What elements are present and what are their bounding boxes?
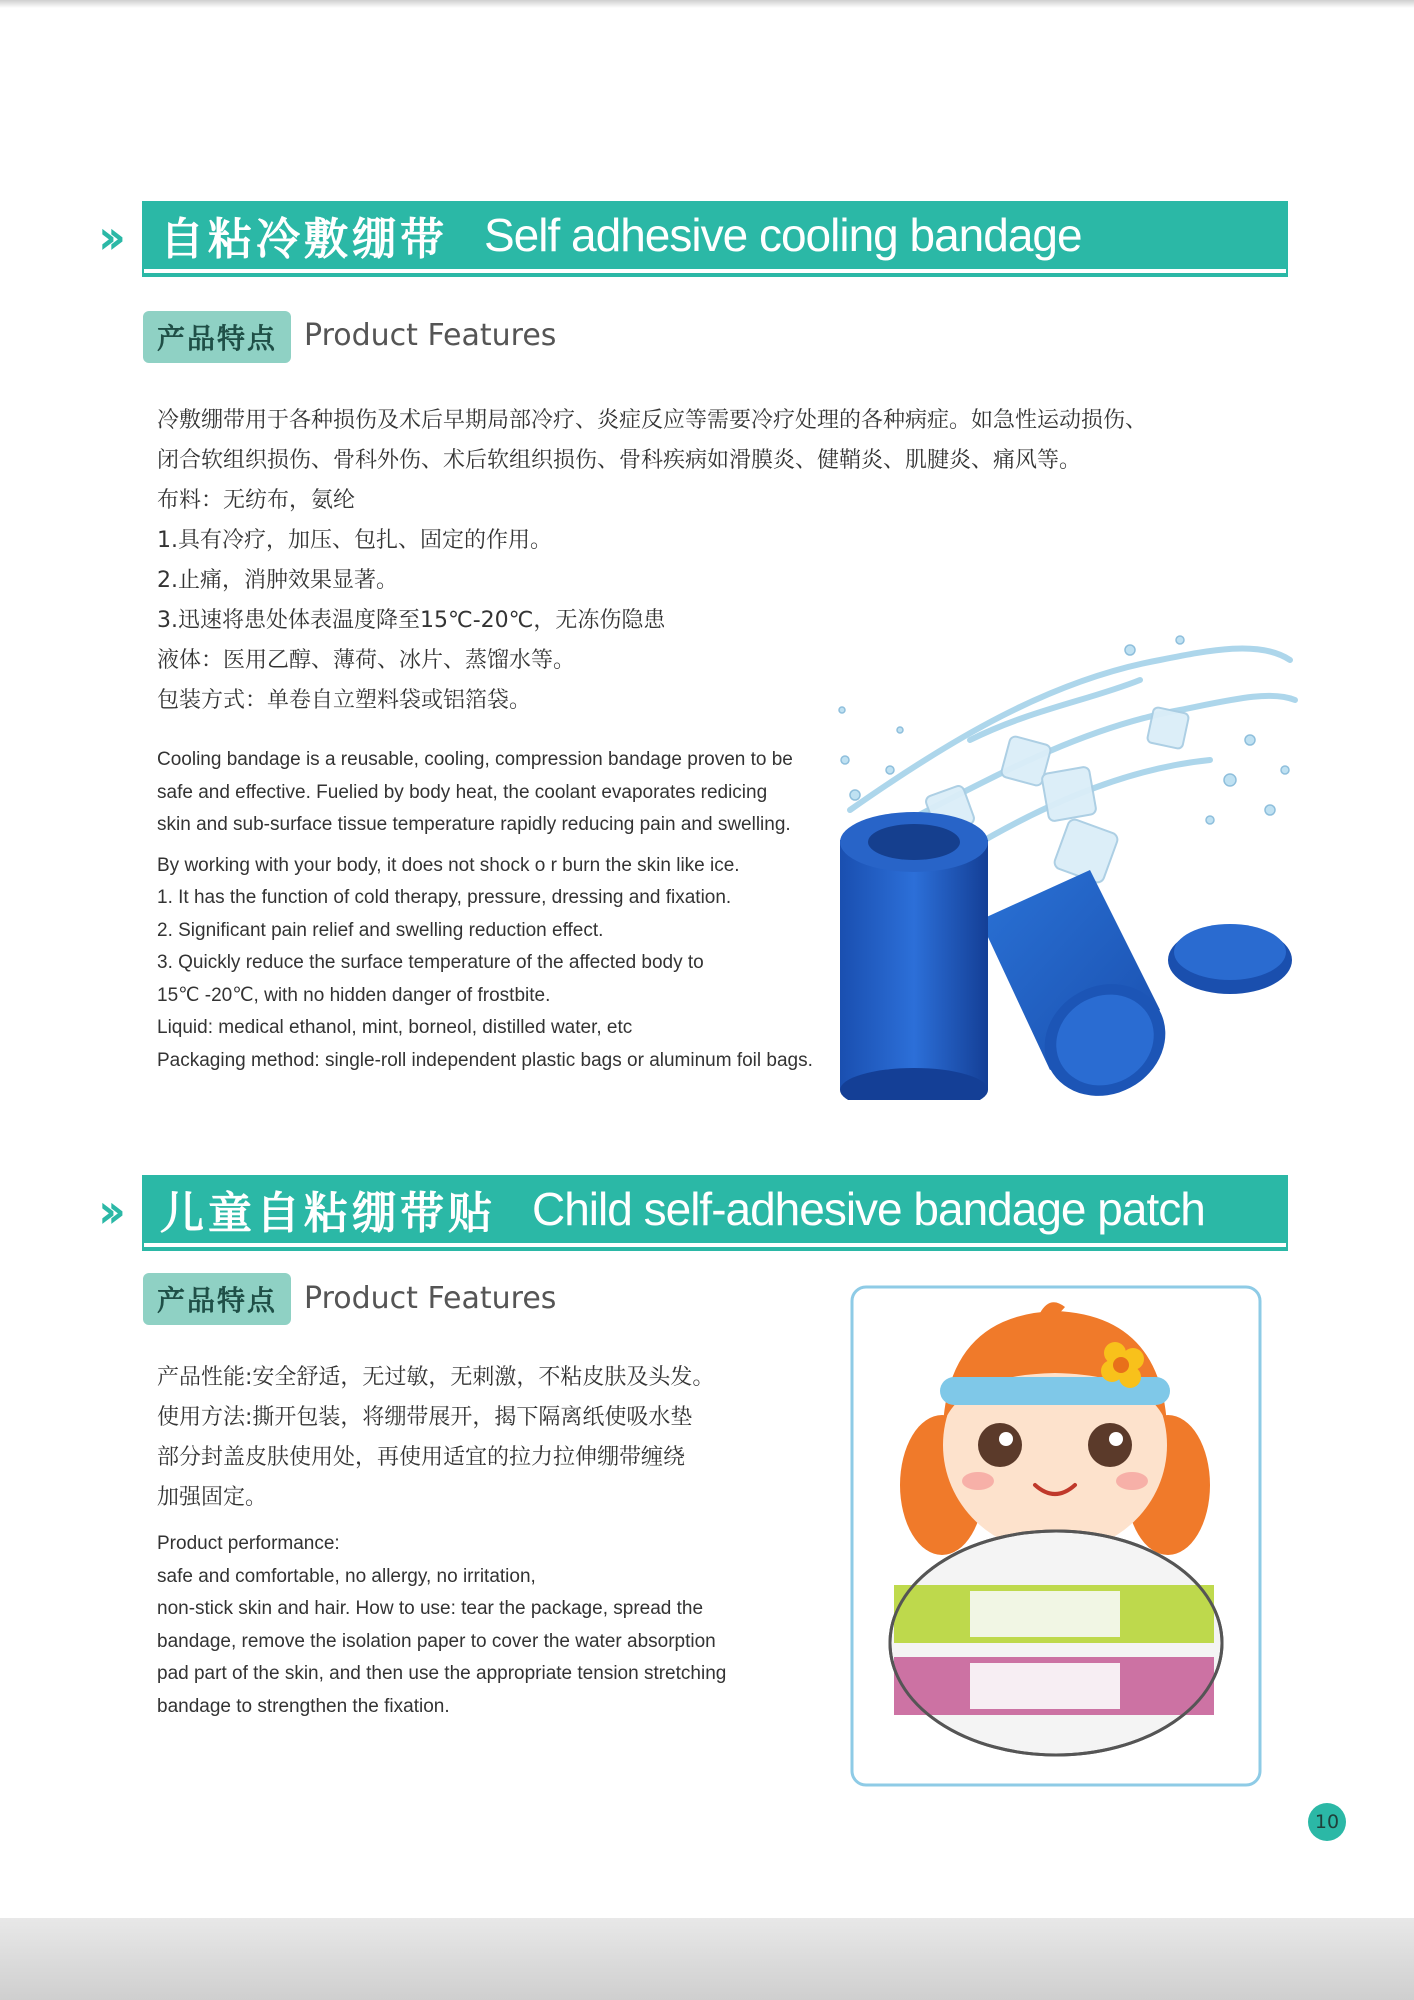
section2-title-band — [142, 1175, 1288, 1243]
section2-chevron-icon: ›› — [98, 1184, 116, 1238]
cooling-bandage-photo — [830, 620, 1300, 1100]
section1-en-line: 2. Significant pain relief and swelling reduction effect. — [157, 919, 604, 941]
section1-en-line: 1. It has the function of cold therapy, pressure, dressing and fixation. — [157, 887, 732, 908]
section2-en-line: non-stick skin and hair. How to use: tear the package, spread the — [157, 1598, 704, 1619]
section2-en-line: pad part of the skin, and then use the appropriate tension stretching — [157, 1663, 727, 1684]
section1-en-line: 3. Quickly reduce the surface temperature of the affected body to — [157, 952, 704, 973]
page-top-edge — [0, 0, 1414, 8]
section2-features-tag: 产品特点 — [143, 1273, 291, 1325]
section2-cn-line: 加强固定。 — [157, 1485, 268, 1510]
section1-title-cn: 自粘冷敷绷带 — [160, 214, 448, 265]
section1-en-line: safe and effective. Fuelied by body heat, the coolant evaporates redicing — [157, 781, 768, 803]
section2-title-cn: 儿童自粘绷带贴 — [160, 1188, 496, 1239]
section2-cn-line: 使用方法:撕开包装，将绷带展开，揭下隔离纸使吸水垫 — [157, 1405, 693, 1430]
section1-cn-line: 布料：无纺布，氨纶 — [157, 488, 356, 513]
section1-cn-line: 3.迅速将患处体表温度降至15℃-20℃，无冻伤隐患 — [157, 608, 666, 633]
canister — [980, 870, 1185, 1100]
section2-en-line: safe and comfortable, no allergy, no irritation, — [157, 1565, 536, 1587]
section2-en-line: bandage to strengthen the fixation. — [157, 1695, 450, 1717]
section1-title-en: Self adhesive cooling bandage — [484, 209, 1082, 261]
section1-en-line: Packaging method: single-roll independent plastic bags or aluminum foil bags. — [157, 1049, 813, 1071]
section2-en-description — [157, 1528, 726, 1723]
page-bottom-edge — [0, 1918, 1414, 2000]
section1-cn-line: 液体：医用乙醇、薄荷、冰片、蒸馏水等。 — [157, 648, 576, 673]
section1-en-line: 15℃ -20℃, with no hidden danger of frostbite. — [157, 984, 551, 1006]
section1-en-line: skin and sub-surface tissue temperature rapidly reducing pain and swelling. — [157, 814, 791, 835]
section1-cn-line: 包装方式：单卷自立塑料袋或铝箔袋。 — [157, 688, 532, 713]
section1-chevron-icon: ›› — [98, 210, 116, 264]
section1-cn-line: 2.止痛，消肿效果显著。 — [157, 568, 398, 593]
section2-title-en: Child self-adhesive bandage patch — [532, 1183, 1205, 1235]
section1-cn-line: 闭合软组织损伤、骨科外伤、术后软组织损伤、骨科疾病如滑膜炎、健鞘炎、肌腱炎、痛风等。 — [157, 448, 1082, 473]
section1-en-line: By working with your body, it does not shock o r burn the skin like ice. — [157, 854, 740, 876]
section1-cn-line: 1.具有冷疗，加压、包扎、固定的作用。 — [157, 528, 552, 553]
section1-en-line: Liquid: medical ethanol, mint, borneol, distilled water, etc — [157, 1017, 633, 1038]
section1-cn-line: 冷敷绷带用于各种损伤及术后早期局部冷疗、炎症反应等需要冷疗处理的各种病症。如急性运动损伤、 — [157, 408, 1148, 433]
section2-cn-line: 产品性能:安全舒适，无过敏，无刺激，不粘皮肤及头发。 — [157, 1365, 715, 1390]
section1-features-label: Product Features — [304, 318, 557, 353]
child-bandage-illustration — [850, 1285, 1262, 1787]
section2-en-line: bandage, remove the isolation paper to cover the water absorption — [157, 1630, 716, 1652]
section2-en-line: Product performance: — [157, 1533, 340, 1554]
eye-left — [978, 1423, 1022, 1467]
eye-right — [1088, 1423, 1132, 1467]
section2-cn-description — [157, 1358, 714, 1518]
section1-title-band — [142, 201, 1288, 269]
section1-features-tag: 产品特点 — [143, 311, 291, 363]
section1-en-description — [157, 744, 813, 1077]
page-number: 10 — [1308, 1803, 1346, 1841]
section2-features-label: Product Features — [304, 1281, 557, 1316]
bandage-roll — [840, 812, 988, 1100]
section2-cn-line: 部分封盖皮肤使用处，再使用适宜的拉力拉伸绷带缠绕 — [157, 1445, 686, 1470]
section1-en-line: Cooling bandage is a reusable, cooling, compression bandage proven to be — [157, 749, 793, 770]
